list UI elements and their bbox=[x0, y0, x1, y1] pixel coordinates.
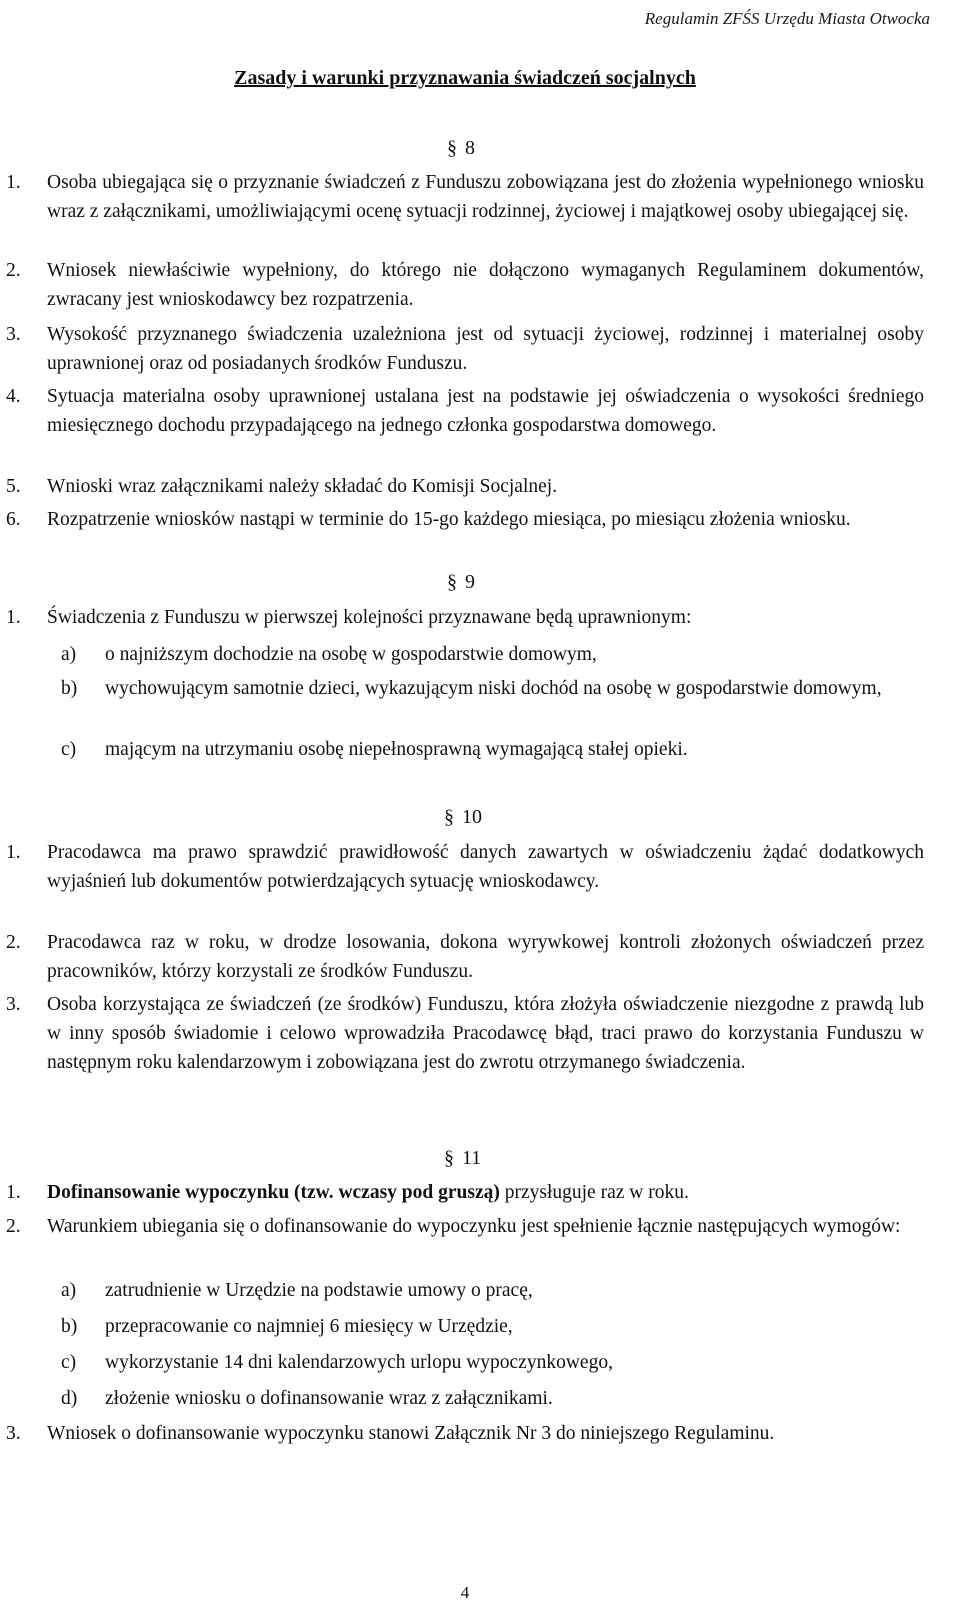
sub-item-letter: d) bbox=[61, 1388, 78, 1409]
item-text: Pracodawca ma prawo sprawdzić prawidłowość danych zawartych w oświadczeniu żądać dodatkowych wyjaśnień lub dokumentów potwierdzających sytuację wnioskodawcy. bbox=[47, 842, 924, 892]
paragraph-item bbox=[6, 382, 924, 440]
paragraph-item bbox=[6, 1212, 924, 1241]
section-heading-11 bbox=[444, 1144, 481, 1173]
section-number: 11 bbox=[462, 1147, 482, 1169]
sub-item-letter: a) bbox=[61, 1280, 77, 1301]
sub-item bbox=[61, 1312, 924, 1341]
sub-item-letter: c) bbox=[61, 1352, 77, 1373]
section-symbol: § bbox=[447, 571, 457, 593]
item-number: 5. bbox=[6, 476, 21, 497]
section-heading-8 bbox=[447, 134, 475, 163]
sub-item-text: przepracowanie co najmniej 6 miesięcy w Urzędzie, bbox=[105, 1316, 513, 1337]
item-text: Osoba ubiegająca się o przyznanie świadczeń z Funduszu zobowiązana jest do złożenia wypełnionego wniosku wraz z załącznikami, umożliwiającymi ocenę sytuacji rodzinnej, życiowej i majątkowej osoby ubiegającej się. bbox=[47, 172, 924, 222]
item-text bbox=[47, 1178, 924, 1207]
item-text: Pracodawca raz w roku, w drodze losowania, dokona wyrywkowej kontroli złożonych oświadczeń przez pracowników, którzy korzystali ze środków Funduszu. bbox=[47, 932, 924, 982]
item-number: 3. bbox=[6, 1423, 21, 1444]
item-text: Wniosek niewłaściwie wypełniony, do którego nie dołączono wymaganych Regulaminem dokumentów, zwracany jest wnioskodawcy bez rozpatrzenia. bbox=[47, 260, 924, 310]
running-header: Regulamin ZFŚS Urzędu Miasta Otwocka bbox=[644, 9, 930, 28]
document-title: Zasady i warunki przyznawania świadczeń socjalnych bbox=[234, 67, 696, 89]
page-number: 4 bbox=[460, 1583, 470, 1602]
paragraph-item bbox=[6, 603, 924, 632]
paragraph-item bbox=[6, 928, 924, 986]
sub-item bbox=[61, 1384, 924, 1413]
item-text: Wysokość przyznanego świadczenia uzależniona jest od sytuacji życiowej, rodzinnej i materialnej osoby uprawnionej oraz od posiadanych środków Funduszu. bbox=[47, 324, 924, 374]
item-number: 3. bbox=[6, 324, 21, 345]
sub-item-letter: b) bbox=[61, 678, 78, 699]
sub-item-text: mającym na utrzymaniu osobę niepełnosprawną wymagającą stałej opieki. bbox=[105, 739, 688, 760]
sub-item bbox=[61, 674, 924, 703]
sub-item-letter: b) bbox=[61, 1316, 78, 1337]
paragraph-item bbox=[6, 320, 924, 378]
item-number: 1. bbox=[6, 1182, 21, 1203]
paragraph-item bbox=[6, 256, 924, 314]
item-text: Sytuacja materialna osoby uprawnionej ustalana jest na podstawie jej oświadczenia o wysokości średniego miesięcznego dochodu przypadającego na jednego członka gospodarstwa domowego. bbox=[47, 386, 924, 436]
item-number: 6. bbox=[6, 509, 21, 530]
sub-item-text: o najniższym dochodzie na osobę w gospodarstwie domowym, bbox=[105, 644, 597, 665]
item-text: Wniosek o dofinansowanie wypoczynku stanowi Załącznik Nr 3 do niniejszego Regulaminu. bbox=[47, 1423, 775, 1444]
section-symbol: § bbox=[444, 806, 454, 828]
paragraph-item bbox=[6, 990, 924, 1077]
item-number: 4. bbox=[6, 386, 21, 407]
paragraph-item bbox=[6, 1178, 924, 1207]
section-number: 8 bbox=[465, 137, 475, 159]
paragraph-item bbox=[6, 472, 924, 501]
sub-item bbox=[61, 1348, 924, 1377]
sub-item bbox=[61, 1276, 924, 1305]
section-heading-9 bbox=[447, 568, 475, 597]
item-text: Warunkiem ubiegania się o dofinansowanie do wypoczynku jest spełnienie łącznie następujących wymogów: bbox=[47, 1216, 901, 1237]
sub-item bbox=[61, 640, 924, 669]
sub-item-letter: c) bbox=[61, 739, 77, 760]
section-number: 10 bbox=[462, 806, 482, 828]
sub-item-text: złożenie wniosku o dofinansowanie wraz z załącznikami. bbox=[105, 1388, 553, 1409]
sub-item bbox=[61, 735, 924, 764]
item-number: 1. bbox=[6, 172, 21, 193]
sub-item-text: wychowującym samotnie dzieci, wykazującym niski dochód na osobę w gospodarstwie domowym, bbox=[105, 678, 882, 699]
item-text: Osoba korzystająca ze świadczeń (ze środków) Funduszu, która złożyła oświadczenie niezgodne z prawdą lub w inny sposób świadomie i celowo wprowadziła Pracodawcę błąd, traci prawo do korzystania Funduszu w następnym roku kalendarzowym i zobowiązana jest do zwrotu otrzymanego świadczenia. bbox=[47, 994, 924, 1073]
section-number: 9 bbox=[465, 571, 475, 593]
section-heading-10 bbox=[444, 803, 482, 832]
sub-item-text: wykorzystanie 14 dni kalendarzowych urlopu wypoczynkowego, bbox=[105, 1352, 613, 1373]
item-text-rest: przysługuje raz w roku. bbox=[499, 1182, 689, 1203]
item-text: Świadczenia z Funduszu w pierwszej kolejności przyznawane będą uprawnionym: bbox=[47, 607, 692, 628]
bold-phrase: Dofinansowanie wypoczynku (tzw. wczasy pod gruszą) bbox=[47, 1182, 500, 1203]
item-number: 2. bbox=[6, 932, 21, 953]
sub-item-text: zatrudnienie w Urzędzie na podstawie umowy o pracę, bbox=[105, 1280, 533, 1301]
item-text: Wnioski wraz załącznikami należy składać do Komisji Socjalnej. bbox=[47, 476, 558, 497]
section-symbol: § bbox=[447, 137, 457, 159]
sub-item-letter: a) bbox=[61, 644, 77, 665]
paragraph-item bbox=[6, 168, 924, 226]
section-symbol: § bbox=[444, 1147, 454, 1169]
item-number: 2. bbox=[6, 260, 21, 281]
item-number: 3. bbox=[6, 994, 21, 1015]
paragraph-item bbox=[6, 1419, 924, 1448]
paragraph-item bbox=[6, 838, 924, 896]
item-number: 2. bbox=[6, 1216, 21, 1237]
item-text: Rozpatrzenie wniosków nastąpi w terminie do 15-go każdego miesiąca, po miesiącu złożenia wniosku. bbox=[47, 509, 851, 530]
paragraph-item bbox=[6, 505, 924, 534]
item-number: 1. bbox=[6, 607, 21, 628]
item-number: 1. bbox=[6, 842, 21, 863]
